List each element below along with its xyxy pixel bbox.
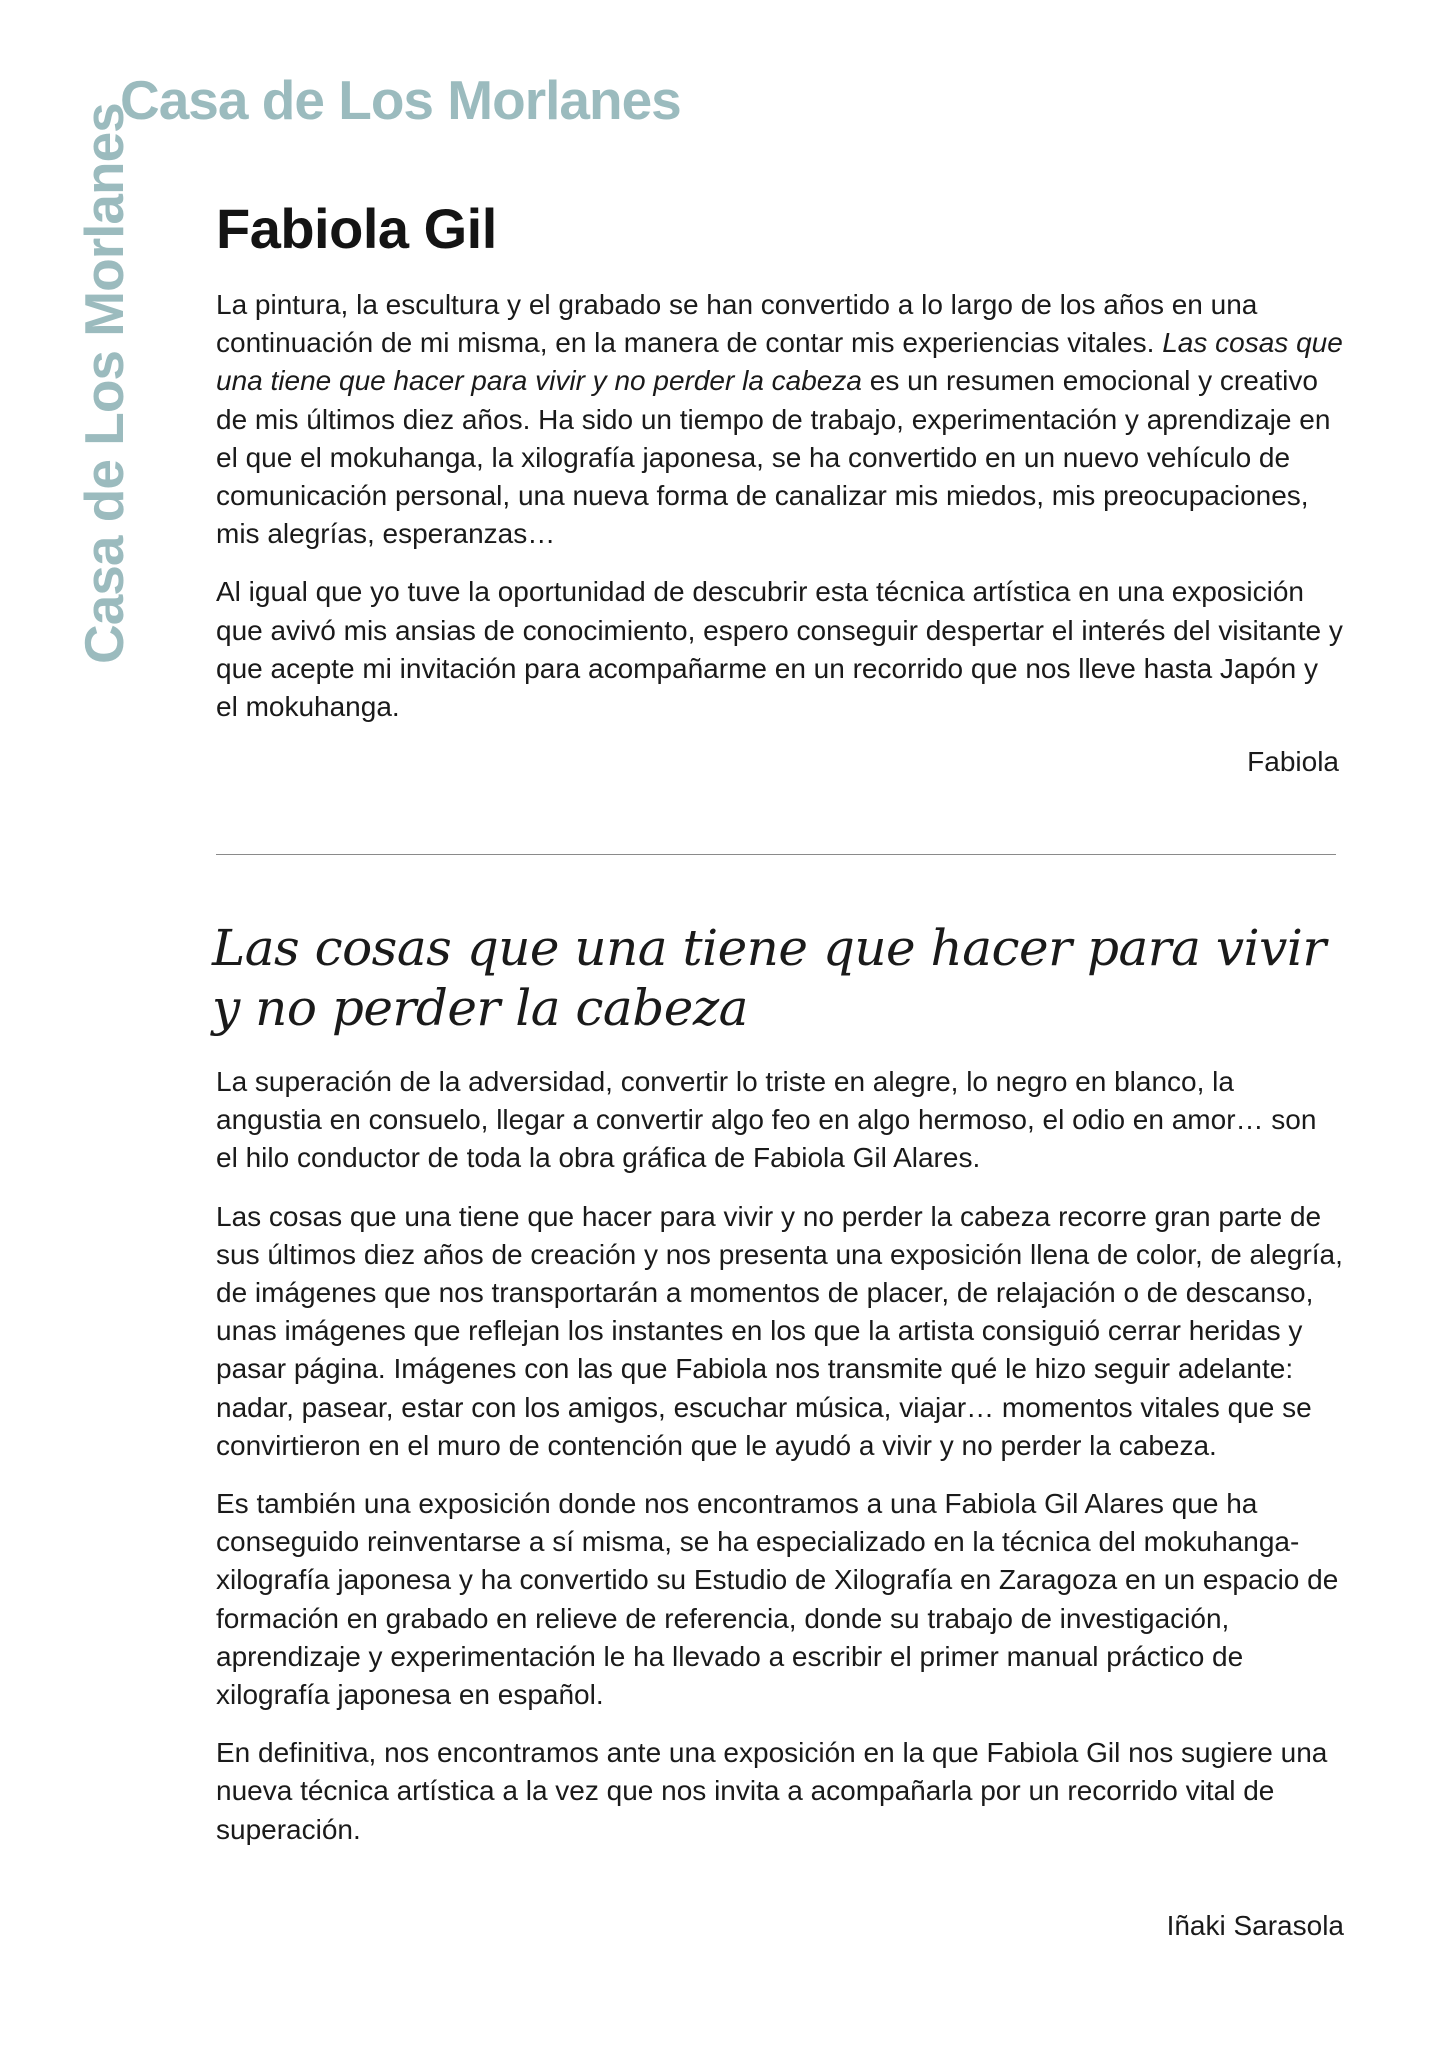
- venue-vertical-label: Casa de Los Morlanes: [73, 103, 135, 664]
- essay-paragraph: Las cosas que una tiene que hacer para vivir y no perder la cabeza recorre gran parte de sus últimos diez años de creación y nos presenta una exposición llena de color, de alegría, de imágenes que nos transportarán a momentos de placer, de relajación o de descanso, unas imágenes que reflejan los instantes en los que la artista consiguió cerrar heridas y pasar página. Imágenes con las que Fabiola nos transmite qué le hizo seguir adelante: nadar, pasear, estar con los amigos, escuchar música, viajar… momentos vitales que se convirtieron en el muro de contención que le ayudó a vivir y no perder la cabeza.: [216, 1200, 1343, 1461]
- statement-p1-tail: es un resumen emocional y creativo de mis últimos diez años. Ha sido un tiempo de trabajo, experimentación y aprendizaje en el que el mokuhanga, la xilografía japonesa, se ha convertido en un nuevo vehículo de comunicación personal, una nueva forma de canalizar mis miedos, mis preocupaciones, mis alegrías, esperanzas…: [216, 365, 1331, 550]
- section-divider: [216, 854, 1336, 855]
- statement-p1-lead: La pintura, la escultura y el grabado se han convertido a lo largo de los años en una continuación de mi misma, en la manera de contar mis experiencias vitales.: [216, 289, 1258, 359]
- essay-paragraph: En definitiva, nos encontramos ante una exposición en la que Fabiola Gil nos sugiere una nueva técnica artística a la vez que nos invita a acompañarla por un recorrido vital de superación.: [216, 1737, 1328, 1845]
- essay-body: [216, 1063, 1346, 1869]
- statement-paragraph-1: [216, 286, 1346, 553]
- essay-signature: Iñaki Sarasola: [1166, 1910, 1344, 1941]
- exhibition-title-inline: Las cosas que una tiene que hacer para vivir y no perder la cabeza: [216, 327, 1343, 397]
- artist-signature: Fabiola: [1247, 746, 1339, 777]
- venue-heading: Casa de Los Morlanes: [120, 69, 681, 131]
- essay-title: Las cosas que una tiene que hacer para vivir y no perder la cabeza: [212, 919, 1326, 1037]
- essay-paragraph: La superación de la adversidad, convertir lo triste en alegre, lo negro en blanco, la angustia en consuelo, llegar a convertir algo feo en algo hermoso, el odio en amor… son el hilo conductor de toda la obra gráfica de Fabiola Gil Alares.: [216, 1066, 1317, 1174]
- artist-statement: [216, 286, 1346, 746]
- essay-paragraph: Es también una exposición donde nos encontramos a una Fabiola Gil Alares que ha conseguido reinventarse a sí misma, se ha especializado en la técnica del mokuhanga-xilografía japonesa y ha convertido su Estudio de Xilografía en Zaragoza en un espacio de formación en grabado en relieve de referencia, donde su trabajo de investigación, aprendizaje y experimentación le ha llevado a escribir el primer manual práctico de xilografía japonesa en español.: [216, 1488, 1339, 1711]
- statement-paragraph-2: Al igual que yo tuve la oportunidad de descubrir esta técnica artística en una exposición que avivó mis ansias de conocimiento, espero conseguir despertar el interés del visitante y que acepte mi invitación para acompañarme en un recorrido que nos lleve hasta Japón y el mokuhanga.: [216, 576, 1343, 723]
- artist-name-heading: Fabiola Gil: [216, 197, 497, 260]
